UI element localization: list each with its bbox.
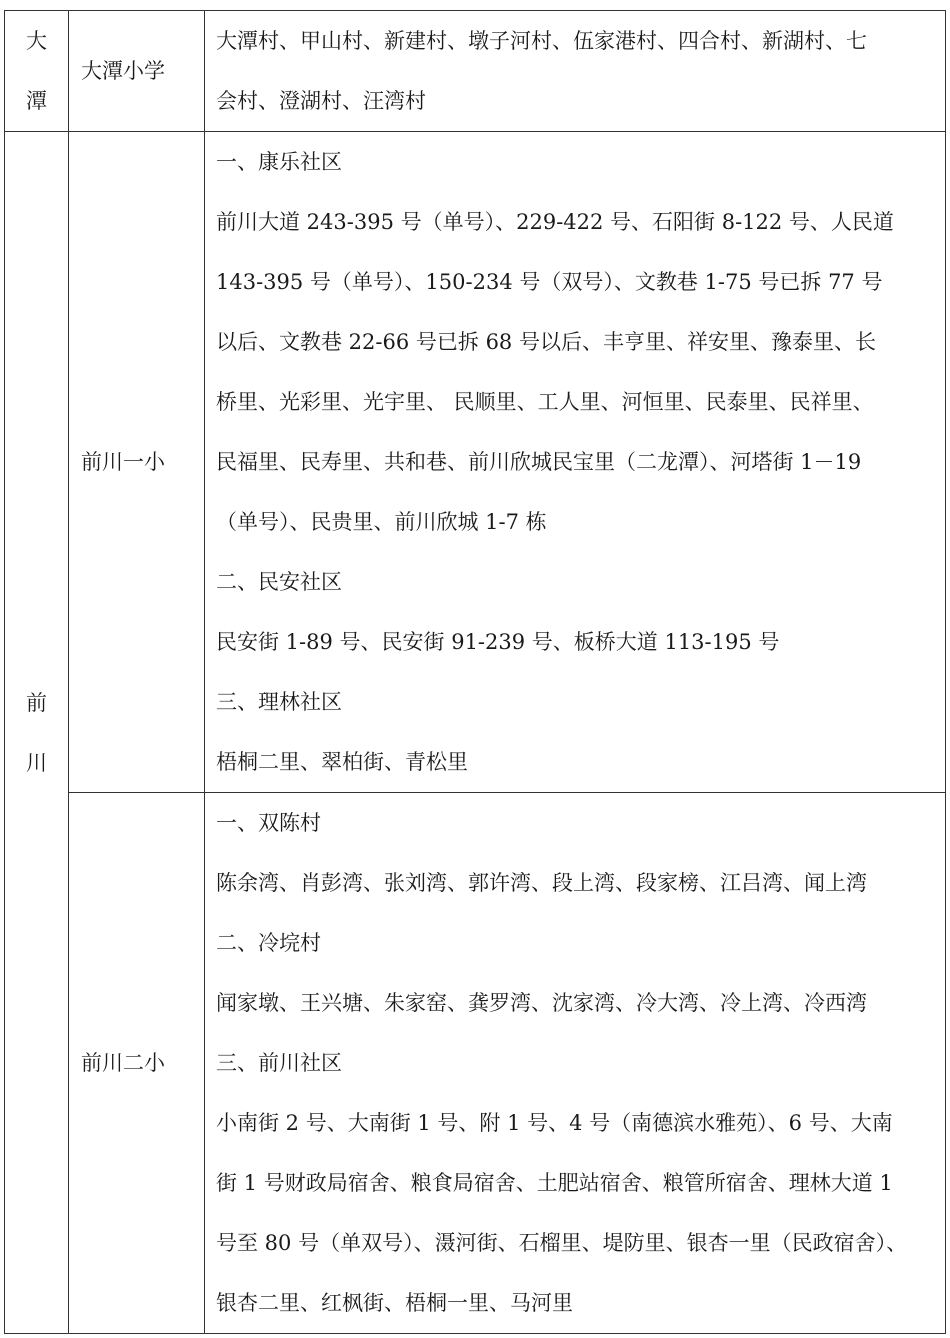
area-heading: 三、前川社区 — [216, 1051, 342, 1075]
area-heading: 一、康乐社区 — [216, 150, 342, 174]
school-name-qianchuan-1: 前川一小 — [69, 132, 205, 793]
town-cell-qianchuan — [5, 132, 69, 1334]
area-line: 会村、澄湖村、汪湾村 — [216, 89, 426, 113]
area-line: 前川大道 243-395 号（单号）、229-422 号、石阳街 8-122 号、人民道 — [216, 210, 894, 234]
table-row-datan — [5, 11, 946, 132]
area-heading: 二、冷垸村 — [216, 931, 321, 955]
area-heading: 二、民安社区 — [216, 570, 342, 594]
town-char: 大 — [26, 29, 47, 53]
town-char: 川 — [26, 750, 47, 775]
area-heading: 三、理林社区 — [216, 690, 342, 714]
town-cell-datan — [5, 11, 69, 132]
area-line: 陈余湾、肖彭湾、张刘湾、郭许湾、段上湾、段家榜、江吕湾、闻上湾 — [216, 871, 867, 895]
area-cell-qianchuan-1 — [205, 132, 946, 793]
area-cell-datan — [205, 11, 946, 132]
area-line: 闻家墩、王兴塘、朱家窑、龚罗湾、沈家湾、冷大湾、冷上湾、冷西湾 — [216, 991, 867, 1015]
area-cell-qianchuan-2 — [205, 793, 946, 1334]
school-district-table — [4, 10, 946, 1334]
area-line: 银杏二里、红枫街、梧桐一里、马河里 — [216, 1291, 573, 1315]
area-line: 以后、文教巷 22-66 号已拆 68 号以后、丰亨里、祥安里、豫泰里、长 — [216, 330, 876, 354]
area-line: 小南街 2 号、大南街 1 号、附 1 号、4 号（南德滨水雅苑）、6 号、大南 — [216, 1111, 893, 1135]
area-line: 143-395 号（单号）、150-234 号（双号）、文教巷 1-75 号已拆 77 号 — [216, 270, 883, 294]
school-name-qianchuan-2: 前川二小 — [69, 793, 205, 1334]
area-line: 街 1 号财政局宿舍、粮食局宿舍、土肥站宿舍、粮管所宿舍、理林大道 1 — [216, 1171, 893, 1195]
area-heading: 一、双陈村 — [216, 811, 321, 835]
table-row-qianchuan-2 — [5, 793, 946, 1334]
town-char: 前 — [26, 690, 47, 715]
area-line: 民福里、民寿里、共和巷、前川欣城民宝里（二龙潭）、河塔街 1－19 — [216, 450, 862, 474]
area-line: （单号）、民贵里、前川欣城 1-7 栋 — [216, 510, 547, 534]
area-line: 梧桐二里、翠柏街、青松里 — [216, 750, 468, 774]
table-row-qianchuan-1 — [5, 132, 946, 793]
area-line: 桥里、光彩里、光宇里、 民顺里、工人里、河恒里、民泰里、民祥里、 — [216, 390, 874, 414]
school-name-datan: 大潭小学 — [69, 11, 205, 132]
town-char: 潭 — [26, 89, 47, 113]
area-line: 民安街 1-89 号、民安街 91-239 号、板桥大道 113-195 号 — [216, 630, 780, 654]
area-line: 大潭村、甲山村、新建村、墩子河村、伍家港村、四合村、新湖村、七 — [216, 29, 867, 53]
area-line: 号至 80 号（单双号）、滠河街、石榴里、堤防里、银杏一里（民政宿舍）、 — [216, 1231, 908, 1255]
